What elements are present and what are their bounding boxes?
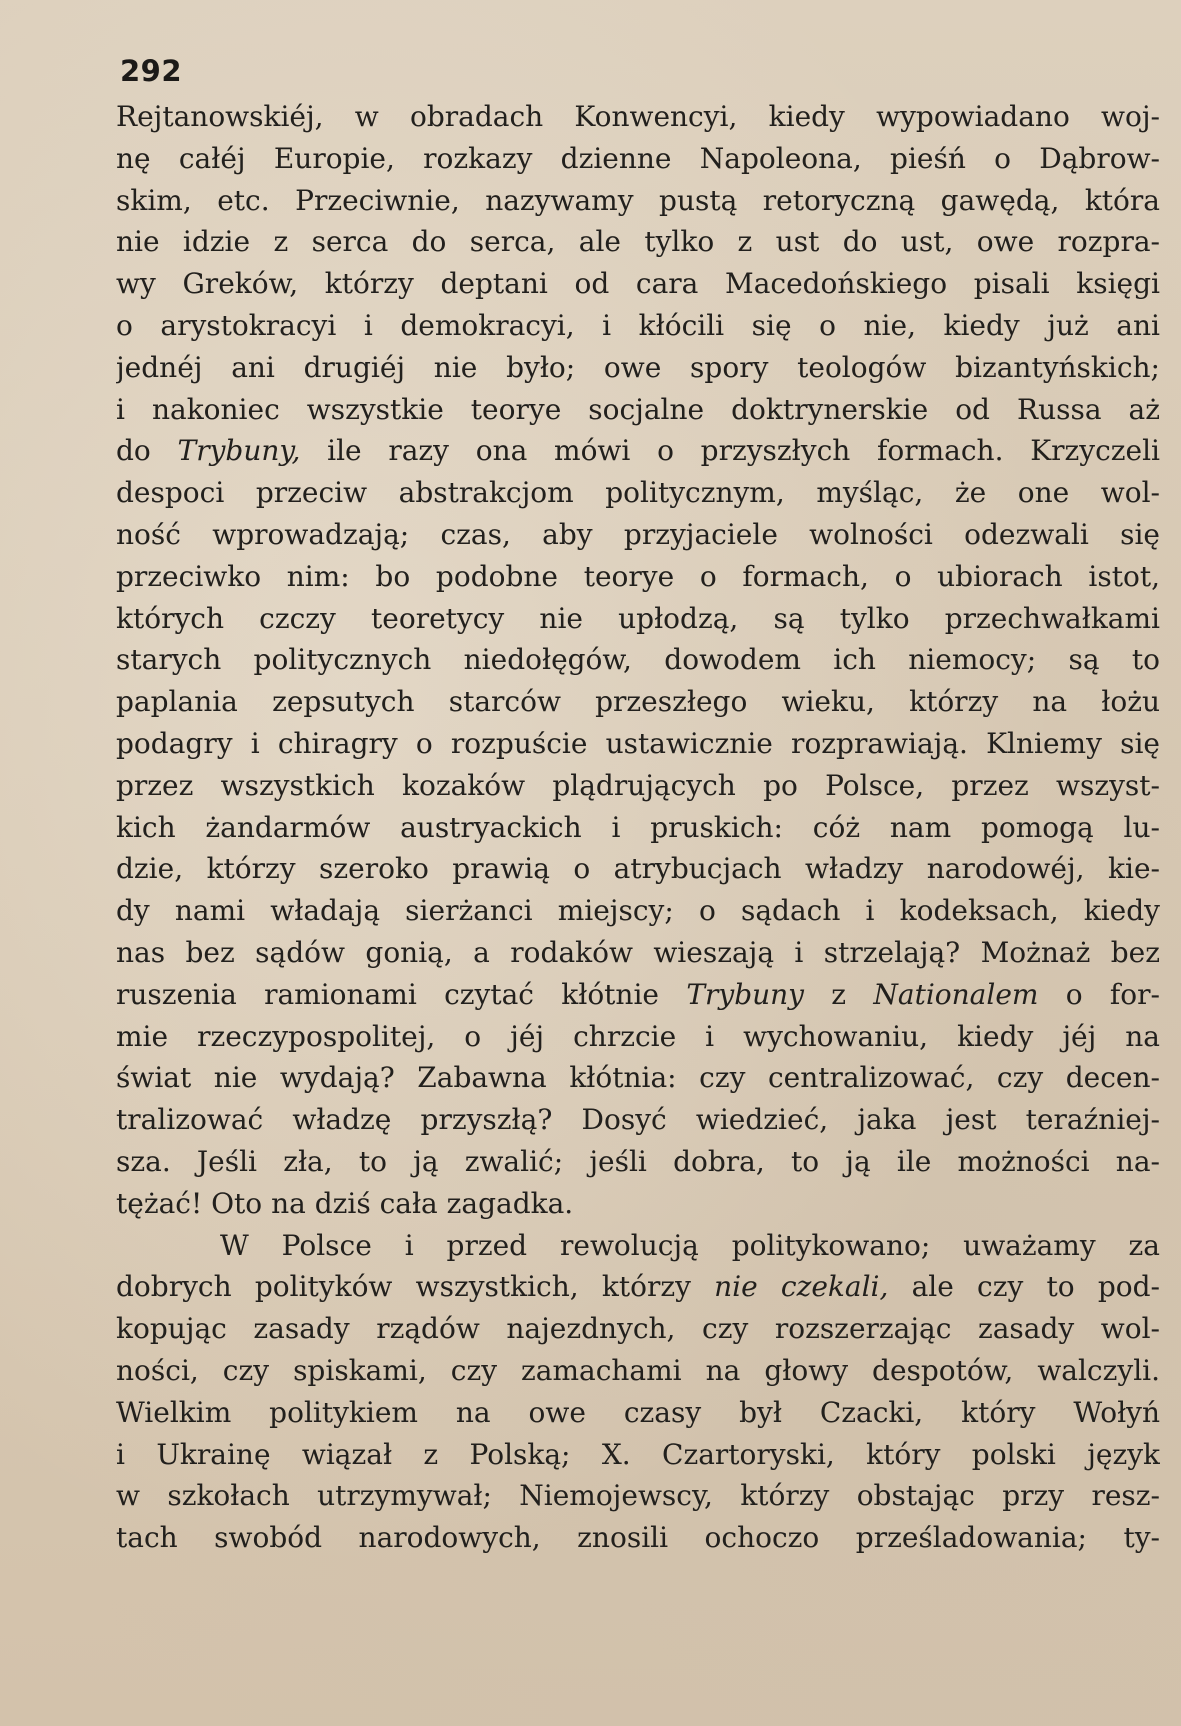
text-line [116,347,1160,389]
body-text [116,96,1160,1559]
text-segment: podagry i chiragry o rozpuście ustawicznie rozprawiają. Klniemy się [116,726,1160,760]
text-segment: przeciwko nim: bo podobne teorye o formach, o ubiorach istot, [116,559,1160,593]
text-line [116,1475,1160,1517]
text-segment: tężać! Oto na dziś cała zagadka. [116,1186,574,1220]
text-segment: kich żandarmów austryackich i pruskich: cóż nam pomogą lu- [116,810,1160,844]
text-segment: Rejtanowskiéj, w obradach Konwencyi, kiedy wypowiadano woj- [116,100,1160,133]
text-segment: sza. Jeśli zła, to ją zwalić; jeśli dobra, to ją ile możności na- [116,1144,1160,1178]
text-line [116,681,1160,723]
text-line [116,514,1160,556]
text-segment: tralizować władzę przyszłą? Dosyć wiedzieć, jaka jest teraźniej- [116,1103,1160,1137]
text-segment: ile razy ona mówi o przyszłych formach. Krzyczeli [300,434,1160,468]
text-segment: dzie, którzy szeroko prawią o atrybucjach władzy narodowéj, kie- [116,852,1160,886]
text-segment: ruszenia ramionami czytać kłótnie [116,977,687,1011]
text-line [116,639,1160,681]
text-line [116,932,1160,974]
text-line [116,723,1160,765]
text-line [116,1016,1160,1058]
text-line [116,1434,1160,1476]
page-number: 292 [120,54,183,88]
text-line [116,807,1160,849]
text-line [116,221,1160,263]
text-segment: dobrych polityków wszystkich, którzy [116,1270,715,1304]
text-line [116,1057,1160,1099]
text-line [116,263,1160,305]
text-line [116,1350,1160,1392]
text-line [116,974,1160,1016]
text-line [116,848,1160,890]
text-line [116,1266,1160,1308]
text-segment: przez wszystkich kozaków plądrujących po Polsce, przez wszyst- [116,768,1160,802]
italic-title: Trybuny, [177,434,301,468]
text-segment: W Polsce i przed rewolucją politykowano; uważamy za [220,1228,1160,1262]
text-segment: o arystokracyi i demokracyi, i kłócili się o nie, kiedy już ani [116,308,1160,342]
text-line [116,765,1160,807]
text-line [116,430,1160,472]
text-line [116,138,1160,180]
text-segment: i nakoniec wszystkie teorye socjalne doktrynerskie od Russa aż [116,392,1160,426]
text-segment: despoci przeciw abstrakcjom politycznym, myśląc, że one wol- [116,476,1160,510]
text-line [116,1392,1160,1434]
text-segment: dy nami władają sierżanci miejscy; o sądach i kodeksach, kiedy [116,894,1160,928]
text-segment: ność wprowadzają; czas, aby przyjaciele wolności odezwali się [116,517,1160,551]
italic-title: nie czekali, [714,1270,889,1304]
text-segment: tach swobód narodowych, znosili ochoczo prześladowania; ty- [116,1521,1160,1555]
text-line [116,1099,1160,1141]
text-line [116,305,1160,347]
text-segment: Wielkim politykiem na owe czasy był Czacki, który Wołyń [116,1395,1160,1429]
text-segment: skim, etc. Przeciwnie, nazywamy pustą retoryczną gawędą, która [116,183,1160,217]
text-segment: jednéj ani drugiéj nie było; owe spory teologów bizantyńskich; [116,350,1160,384]
text-segment: do [116,434,178,468]
text-line [116,389,1160,431]
text-segment: ale czy to pod- [888,1270,1160,1304]
text-segment: w szkołach utrzymywał; Niemojewscy, którzy obstając przy resz- [116,1479,1160,1513]
text-segment: i Ukrainę wiązał z Polską; X. Czartoryski, który polski język [116,1437,1160,1471]
text-line [116,1308,1160,1350]
text-segment: wy Greków, którzy deptani od cara Macedońskiego pisali księgi [116,267,1160,301]
text-line [116,1225,1160,1267]
text-line [116,890,1160,932]
text-line [116,1141,1160,1183]
text-segment: mie rzeczypospolitej, o jéj chrzcie i wychowaniu, kiedy jéj na [116,1019,1160,1053]
text-line [116,96,1160,138]
italic-title: Nationalem [873,977,1039,1011]
text-segment: starych politycznych niedołęgów, dowodem ich niemocy; są to [116,643,1160,677]
text-segment: nie idzie z serca do serca, ale tylko z ust do ust, owe rozpra- [116,225,1160,259]
italic-title: Trybuny [686,977,804,1011]
text-line [116,598,1160,640]
text-segment: ności, czy spiskami, czy zamachami na głowy despotów, walczyli. [116,1353,1160,1387]
text-segment: z [804,977,874,1011]
text-line [116,1517,1160,1559]
text-line [116,556,1160,598]
text-segment: kopując zasady rządów najezdnych, czy rozszerzając zasady wol- [116,1312,1160,1346]
text-line [116,180,1160,222]
text-line [116,1183,1160,1225]
text-segment: których czczy teoretycy nie upłodzą, są tylko przechwałkami [116,601,1160,635]
text-line [116,472,1160,514]
text-segment: paplania zepsutych starców przeszłego wieku, którzy na łożu [116,685,1160,719]
text-segment: nę całéj Europie, rozkazy dzienne Napoleona, pieśń o Dąbrow- [116,141,1160,175]
text-segment: o for- [1038,977,1160,1011]
text-segment: nas bez sądów gonią, a rodaków wieszają i strzelają? Możnaż bez [116,935,1160,969]
text-segment: świat nie wydają? Zabawna kłótnia: czy centralizować, czy decen- [116,1061,1160,1095]
